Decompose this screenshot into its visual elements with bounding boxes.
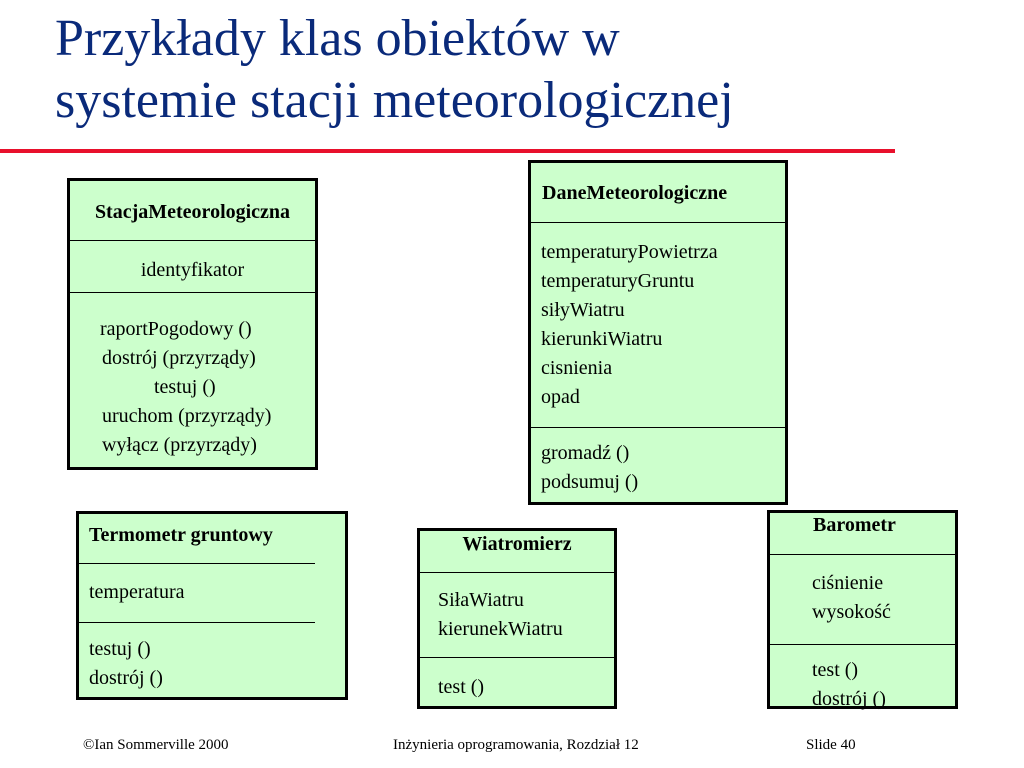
class-divider [770,644,955,645]
class-divider [420,657,614,658]
class-stacja-meteorologiczna [67,178,318,470]
operation: podsumuj () [541,471,639,493]
slide-title-line-1: Przykłady klas obiektów w [55,10,620,67]
class-wiatromierz [417,528,617,709]
class-name: Termometr gruntowy [89,524,273,546]
footer-copyright: ©Ian Sommerville 2000 [83,737,229,753]
class-divider [70,240,315,241]
operation: testuj () [154,376,216,398]
operation: raportPogodowy () [100,318,252,340]
class-divider [70,292,315,293]
class-divider [79,622,315,623]
slide-title [55,8,955,132]
attribute: kierunekWiatru [438,618,563,640]
class-termometr-gruntowy [76,511,348,700]
operation: test () [812,659,859,681]
operations-list [531,439,785,497]
class-divider [79,563,315,564]
attribute: wysokość [812,601,891,623]
class-name: StacjaMeteorologiczna [94,201,291,223]
class-dane-meteorologiczne [528,160,788,505]
operations-list [770,656,955,714]
operation: testuj () [89,638,151,660]
class-name: Wiatromierz [462,533,572,555]
class-divider [420,572,614,573]
slide-title-line-2: systemie stacji meteorologicznej [55,72,734,129]
class-barometr [767,510,958,709]
attribute: siłyWiatru [541,299,625,321]
title-underline [0,149,895,153]
attributes-list [420,586,614,644]
operation: dostrój (przyrządy) [102,347,256,369]
footer-slide-number: Slide 40 [806,737,856,753]
operations-list [79,635,345,693]
operation: uruchom (przyrządy) [102,405,272,427]
attribute: ciśnienie [812,572,884,594]
attribute: temperatura [89,581,185,603]
operation: dostrój () [812,688,886,710]
class-divider [770,554,955,555]
operation: wyłącz (przyrządy) [102,434,257,456]
class-divider [531,222,785,223]
operations-list [420,673,614,702]
attributes-list [531,238,785,412]
class-name: DaneMeteorologiczne [542,182,728,204]
operations-list [70,315,315,460]
attribute: temperaturyPowietrza [541,241,718,263]
operation: gromadź () [541,442,630,464]
operation: dostrój () [89,667,163,689]
attribute: identyfikator [140,259,245,281]
class-name: Barometr [813,514,896,536]
attribute: kierunkiWiatru [541,328,663,350]
attribute: opad [541,386,580,408]
attributes-list [770,569,955,627]
attribute: temperaturyGruntu [541,270,695,292]
class-divider [531,427,785,428]
footer-course-title: Inżynieria oprogramowania, Rozdział 12 [393,737,639,753]
attribute: cisnienia [541,357,613,379]
operation: test () [438,676,485,698]
attribute: SiłaWiatru [438,589,524,611]
